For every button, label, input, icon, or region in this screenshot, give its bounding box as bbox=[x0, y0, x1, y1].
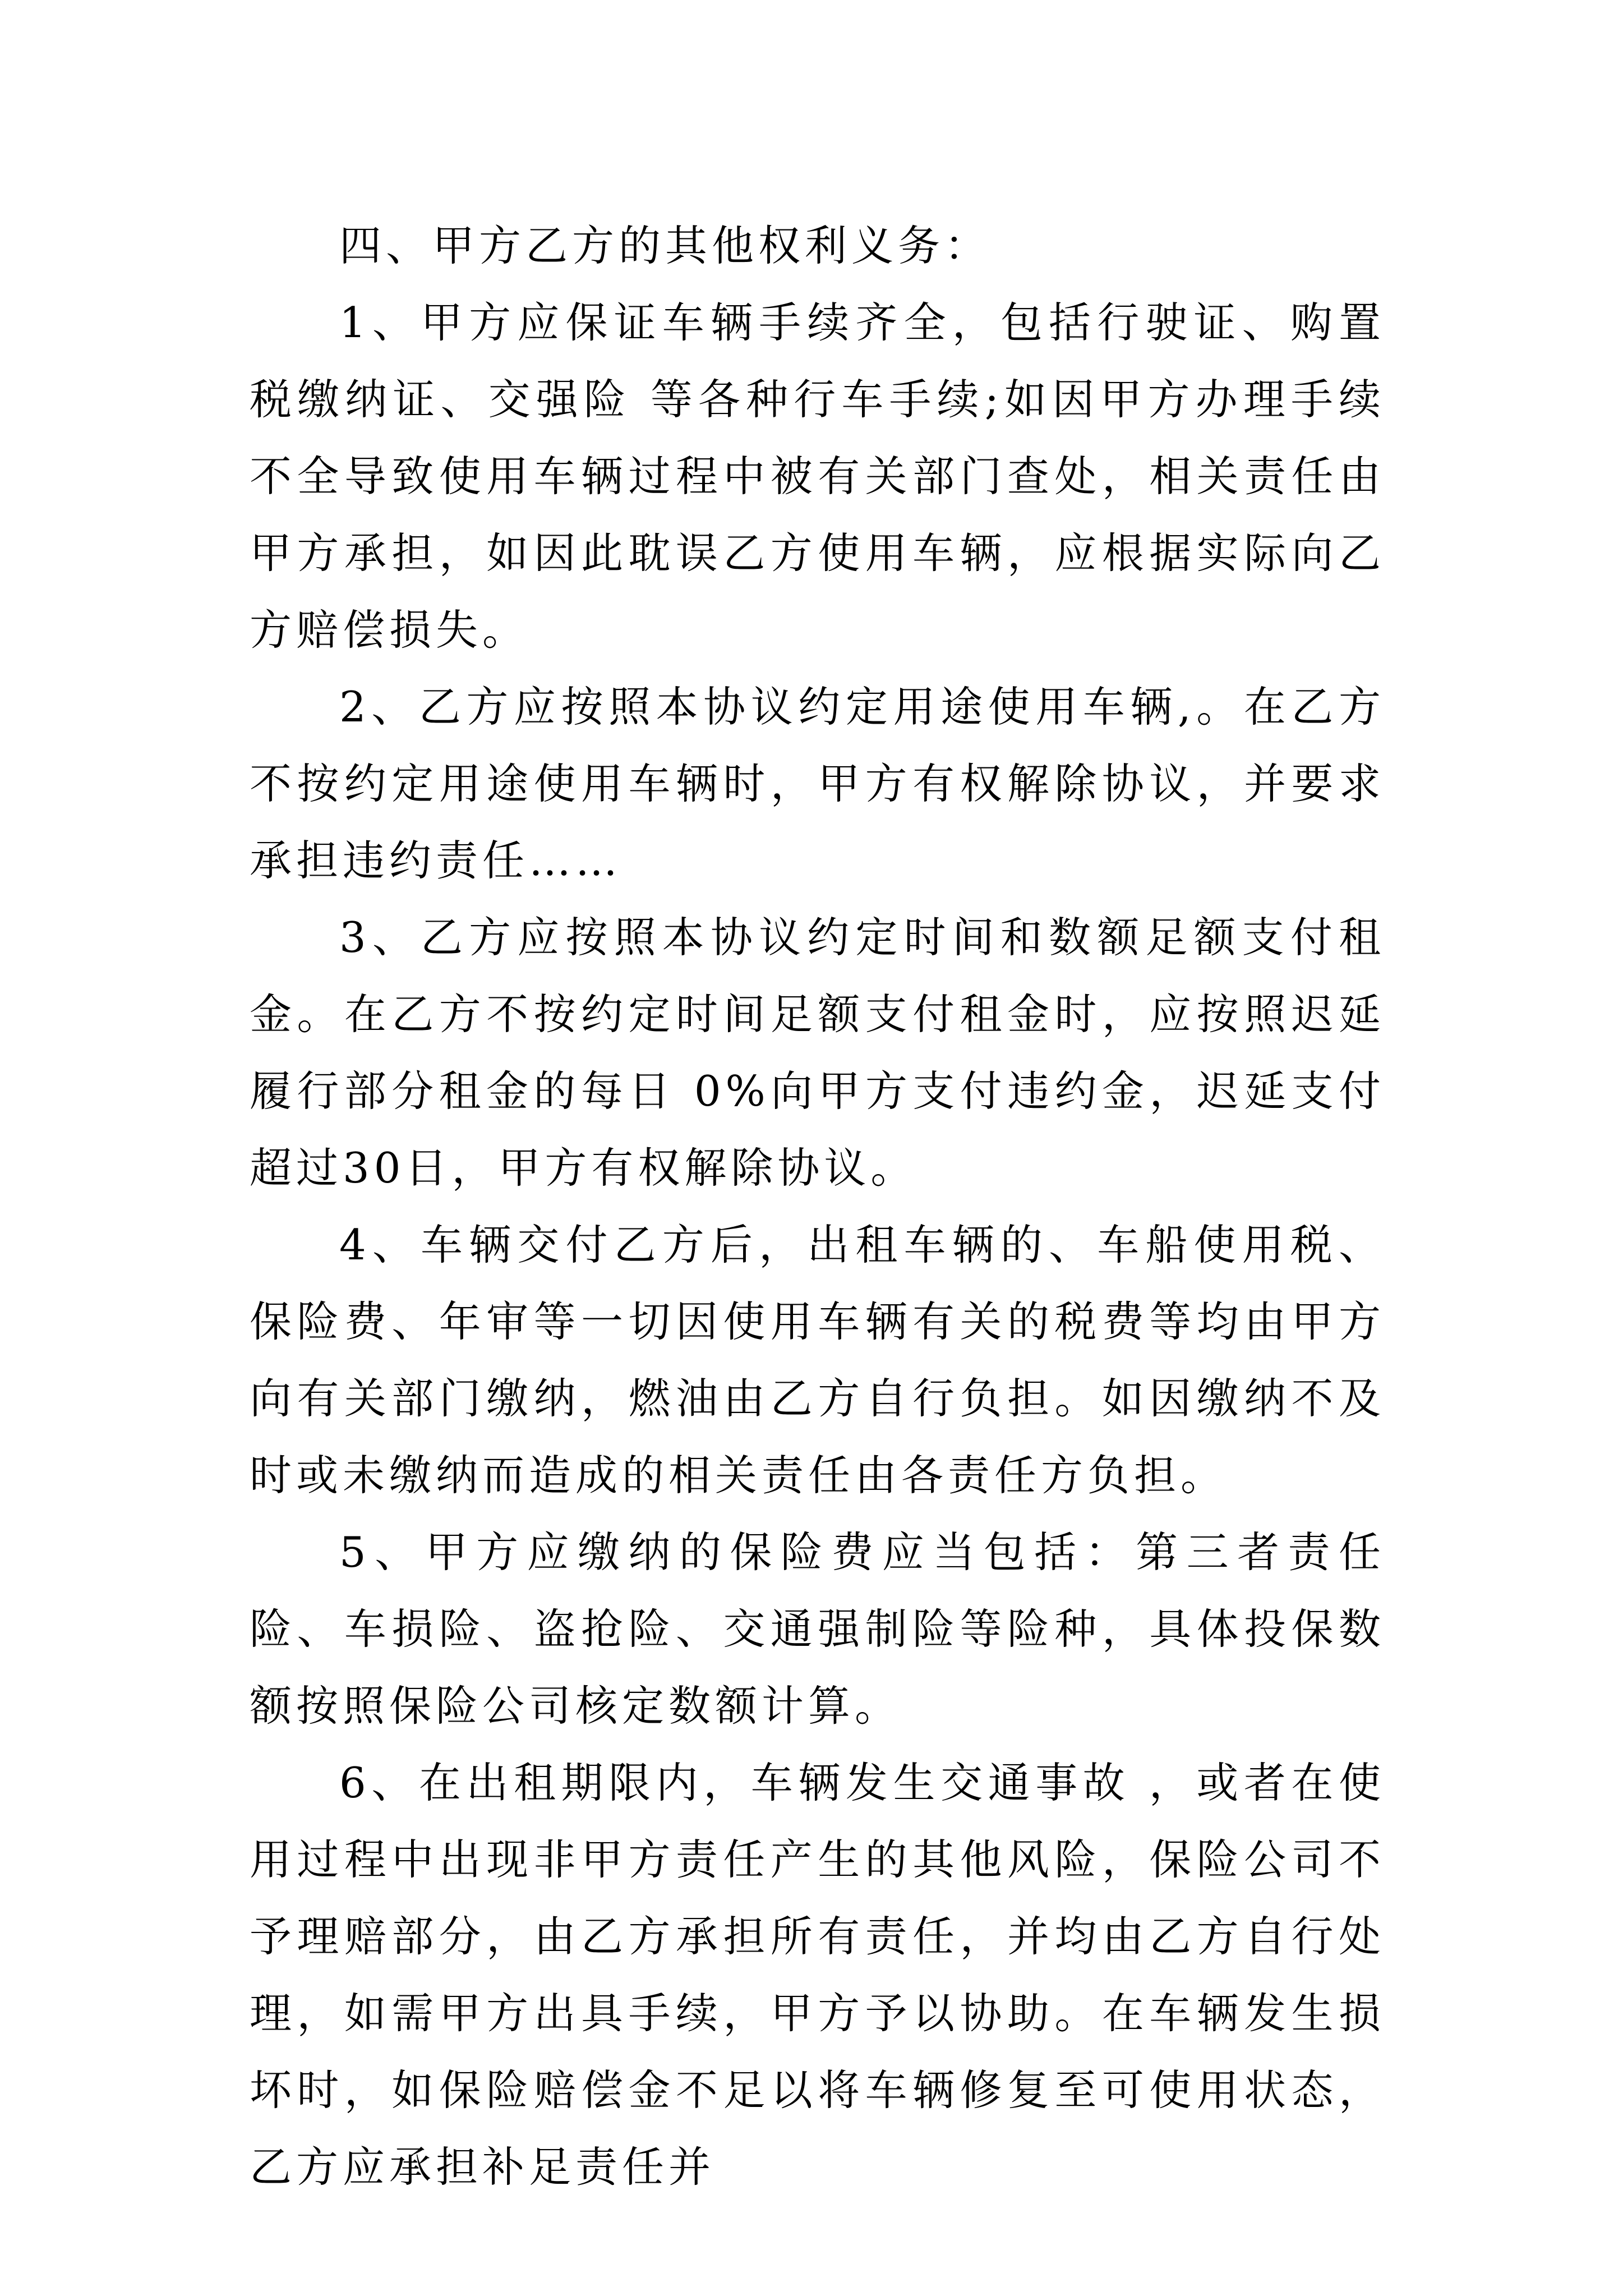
clause-2: 2、乙方应按照本协议约定用途使用车辆,。在乙方不按约定用途使用车辆时，甲方有权解除协议，并要求承担违约责任…… bbox=[250, 682, 1385, 885]
document-body bbox=[250, 208, 1385, 2206]
clause-1: 1、甲方应保证车辆手续齐全，包括行驶证、购置税缴纳证、交强险 等各种行车手续;如因甲方办理手续不全导致使用车辆过程中被有关部门查处，相关责任由甲方承担，如因此耽误乙方使用车辆，应根据实际向乙方赔偿损失。 bbox=[250, 298, 1385, 655]
clause-6: 6、在出租期限内，车辆发生交通事故 ，或者在使用过程中出现非甲方责任产生的其他风险，保险公司不予理赔部分，由乙方承担所有责任，并均由乙方自行处理，如需甲方出具手续，甲方予以协助。在车辆发生损坏时，如保险赔偿金不足以将车辆修复至可使用状态，乙方应承担补足责任并 bbox=[250, 1758, 1385, 2192]
clause-5: 5、甲方应缴纳的保险费应当包括：第三者责任险、车损险、盗抢险、交通强制险等险种，具体投保数额按照保险公司核定数额计算。 bbox=[250, 1527, 1385, 1731]
clause-4: 4、车辆交付乙方后，出租车辆的、车船使用税、保险费、年审等一切因使用车辆有关的税费等均由甲方向有关部门缴纳，燃油由乙方自行负担。如因缴纳不及时或未缴纳而造成的相关责任由各责任方负担。 bbox=[250, 1220, 1385, 1500]
clause-3: 3、乙方应按照本协议约定时间和数额足额支付租金。在乙方不按约定时间足额支付租金时，应按照迟延履行部分租金的每日 0%向甲方支付违约金，迟延支付超过30日，甲方有权解除协议。 bbox=[250, 913, 1385, 1193]
section-heading: 四、甲方乙方的其他权利义务： bbox=[339, 221, 992, 270]
